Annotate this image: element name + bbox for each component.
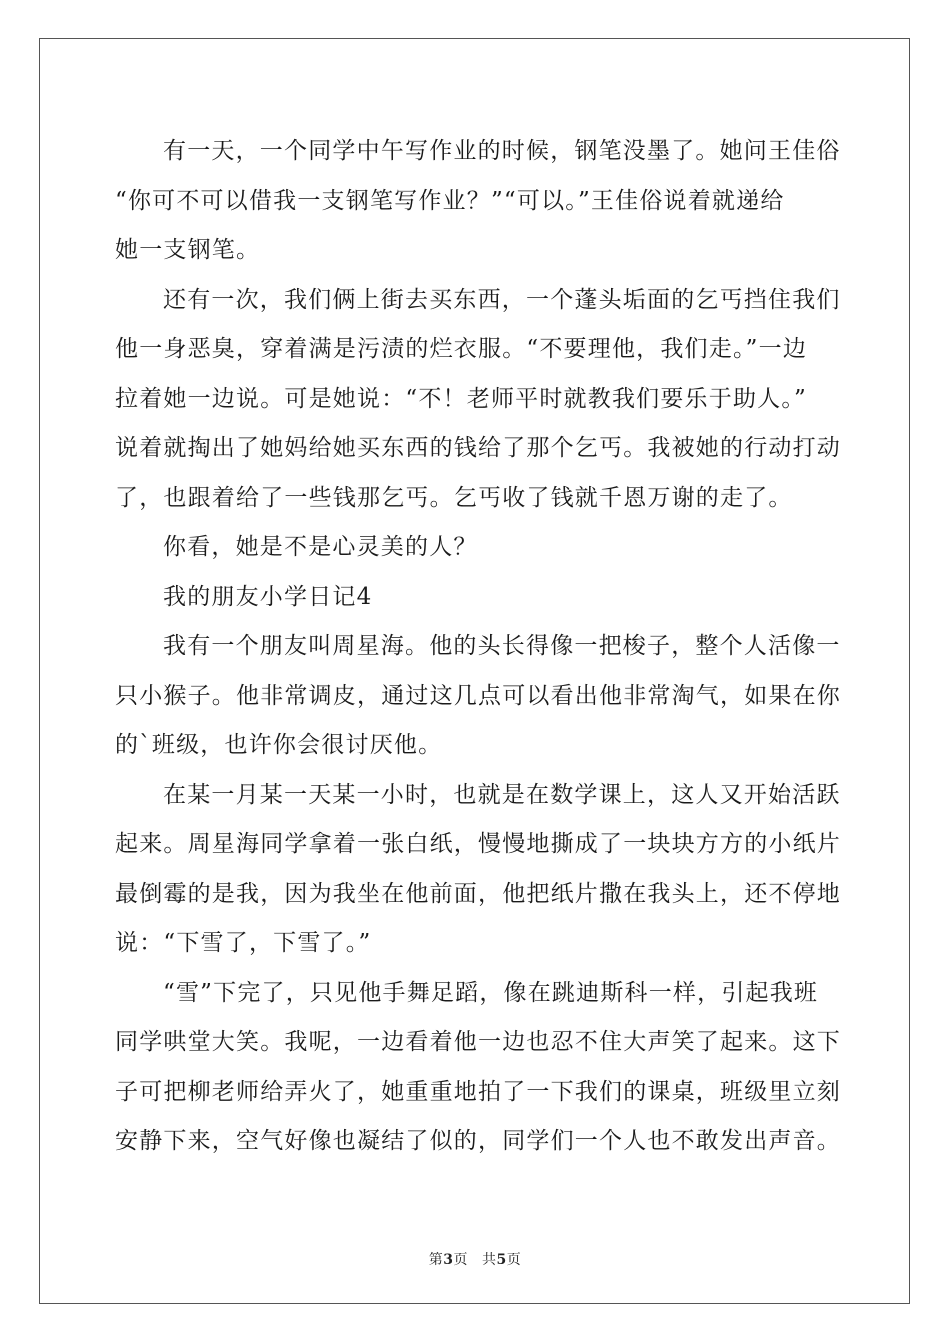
page-footer xyxy=(0,1249,950,1269)
page-number: 3 xyxy=(443,1252,454,1268)
document-body xyxy=(115,127,841,1167)
text-line: 的`班级，也许你会很讨厌他。 xyxy=(115,732,443,758)
text-line: 她一支钢笔。 xyxy=(115,237,261,263)
text-line: 在某一月某一天某一小时，也就是在数学课上，这人又开始活跃 xyxy=(163,781,841,808)
text-line: 有一天，一个同学中午写作业的时候，钢笔没墨了。她问王佳俗 xyxy=(163,138,841,164)
text-line: 只小猴子。他非常调皮，通过这几点可以看出他非常淘气，如果在你 xyxy=(115,682,841,709)
text-line: 起来。周星海同学拿着一张白纸，慢慢地撕成了一块块方方的小纸片 xyxy=(115,831,841,857)
text-line: 我有一个朋友叫周星海。他的头长得像一把梭子，整个人活像一 xyxy=(163,633,841,659)
page-prefix: 第 xyxy=(428,1252,444,1268)
text-line: 说着就掏出了她妈给她买东西的钱给了那个乞丐。我被她的行动打动 xyxy=(115,435,841,461)
text-line: 子可把柳老师给弄火了，她重重地拍了一下我们的课桌，班级里立刻 xyxy=(115,1078,841,1105)
total-pages: 5 xyxy=(496,1252,507,1268)
text-line: 说：“下雪了，下雪了。” xyxy=(115,930,372,956)
text-line: “你可不可以借我一支钢笔写作业？”“可以。”王佳俗说着就递给 xyxy=(115,187,785,214)
page-suffix: 页 xyxy=(453,1252,468,1268)
text-line: 了，也跟着给了一些钱那乞丐。乞丐收了钱就千恩万谢的走了。 xyxy=(115,484,793,511)
section-heading: 我的朋友小学日记4 xyxy=(163,583,373,610)
text-line: 安静下来，空气好像也凝结了似的，同学们一个人也不敢发出声音。 xyxy=(115,1128,841,1154)
total-prefix: 共 xyxy=(482,1252,497,1268)
text-line: 你看，她是不是心灵美的人？ xyxy=(163,534,478,560)
text-line: “雪”下完了，只见他手舞足蹈，像在跳迪斯科一样，引起我班 xyxy=(163,979,819,1006)
text-line: 还有一次，我们俩上街去买东西，一个蓬头垢面的乞丐挡住我们 xyxy=(163,286,841,313)
total-suffix: 页 xyxy=(506,1252,522,1268)
text-line: 拉着她一边说。可是她说：“不！老师平时就教我们要乐于助人。” xyxy=(115,385,808,412)
text-line: 同学哄堂大笑。我呢，一边看着他一边也忍不住大声笑了起来。这下 xyxy=(115,1029,841,1055)
text-line: 他一身恶臭，穿着满是污渍的烂衣服。“不要理他，我们走。”一边 xyxy=(115,336,808,362)
text-line: 最倒霉的是我，因为我坐在他前面，他把纸片撒在我头上，还不停地 xyxy=(115,880,841,907)
